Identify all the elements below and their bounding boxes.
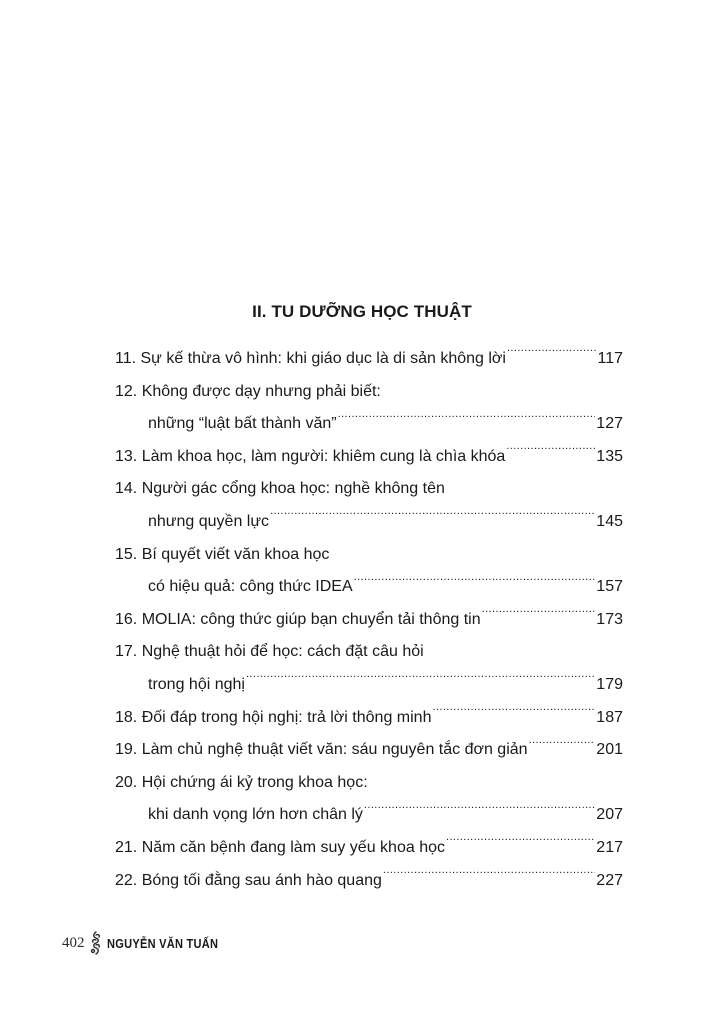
dot-leader	[446, 836, 595, 852]
toc-entry-line	[115, 408, 623, 441]
toc-entry-title: 16. MOLIA: công thức giúp bạn chuyển tải thông tin	[115, 610, 481, 628]
toc-entry[interactable]	[115, 767, 623, 832]
toc-entry-title-continued: khi danh vọng lớn hơn chân lý	[148, 806, 363, 824]
toc-page-number: 227	[596, 871, 623, 889]
toc-entry-title: 21. Năm căn bệnh đang làm suy yếu khoa học	[115, 838, 445, 856]
floral-ornament-icon	[89, 931, 103, 955]
toc-page-number: 187	[596, 708, 623, 726]
dot-leader	[338, 412, 596, 428]
toc-entry-line	[115, 799, 623, 832]
toc-entry[interactable]	[115, 539, 623, 604]
toc-entry-title: 20. Hội chứng ái kỷ trong khoa học:	[115, 773, 368, 791]
toc-entry-title: 15. Bí quyết viết văn khoa học	[115, 545, 330, 563]
toc-entry-title: 14. Người gác cổng khoa học: nghề không tên	[115, 480, 445, 498]
dot-leader	[383, 869, 595, 885]
toc-entry-title: 12. Không được dạy nhưng phải biết:	[115, 382, 381, 400]
toc-entry-title: 19. Làm chủ nghệ thuật viết văn: sáu nguyên tắc đơn giản	[115, 741, 528, 759]
toc-page-number: 201	[596, 741, 623, 759]
toc-entry-title: 18. Đối đáp trong hội nghị: trả lời thông minh	[115, 708, 432, 726]
toc-entry-line	[115, 669, 623, 702]
toc-entry-title: 17. Nghệ thuật hỏi để học: cách đặt câu hỏi	[115, 643, 424, 661]
dot-leader	[506, 445, 595, 461]
toc-entry[interactable]	[115, 636, 623, 701]
toc-entry[interactable]	[115, 376, 623, 441]
toc-entry-line	[115, 636, 623, 669]
dot-leader	[246, 673, 595, 689]
toc-entry-line	[115, 767, 623, 800]
toc-entry-line	[115, 376, 623, 409]
toc-page-number: 179	[596, 675, 623, 693]
dot-leader	[354, 575, 596, 591]
toc-entry[interactable]	[115, 604, 623, 637]
toc-page-number: 157	[596, 578, 623, 596]
footer-author-name: NGUYỄN VĂN TUẤN	[106, 935, 218, 951]
toc-entry-title: 13. Làm khoa học, làm người: khiêm cung là chìa khóa	[115, 447, 506, 465]
table-of-contents	[115, 343, 623, 897]
toc-entry-title-continued: trong hội nghị	[148, 675, 245, 693]
toc-page-number: 135	[596, 447, 623, 465]
dot-leader	[529, 738, 596, 754]
toc-page-number: 127	[596, 415, 623, 433]
toc-entry[interactable]	[115, 702, 623, 735]
toc-page-number: 145	[596, 512, 623, 530]
page-footer	[62, 931, 237, 955]
dot-leader	[432, 706, 595, 722]
toc-entry-title-continued: có hiệu quả: công thức IDEA	[148, 578, 353, 596]
toc-page-number: 173	[596, 610, 623, 628]
toc-page-number: 207	[596, 806, 623, 824]
toc-entry[interactable]	[115, 734, 623, 767]
toc-entry[interactable]	[115, 473, 623, 538]
toc-entry-line	[115, 473, 623, 506]
section-title: II. TU DƯỠNG HỌC THUẬT	[252, 302, 472, 321]
toc-page-number: 117	[597, 350, 623, 367]
toc-entry-line	[115, 539, 623, 572]
toc-entry-title-continued: nhưng quyền lực	[148, 512, 270, 530]
toc-entry-title: 11. Sự kế thừa vô hình: khi giáo dục là di sản không lời	[115, 350, 506, 367]
toc-entry-title-continued: những “luật bất thành văn”	[148, 415, 337, 433]
toc-page-number: 217	[596, 838, 623, 856]
dot-leader	[270, 510, 595, 526]
dot-leader	[507, 347, 597, 363]
toc-entry-title: 22. Bóng tối đằng sau ánh hào quang	[115, 871, 382, 889]
dot-leader	[482, 608, 596, 624]
toc-entry[interactable]	[115, 343, 623, 376]
toc-entry-line	[115, 506, 623, 539]
toc-entry[interactable]	[115, 441, 623, 474]
toc-entry[interactable]	[115, 865, 623, 898]
toc-entry-line	[115, 571, 623, 604]
footer-page-number: 402	[62, 934, 85, 951]
dot-leader	[364, 803, 595, 819]
toc-entry[interactable]	[115, 832, 623, 865]
